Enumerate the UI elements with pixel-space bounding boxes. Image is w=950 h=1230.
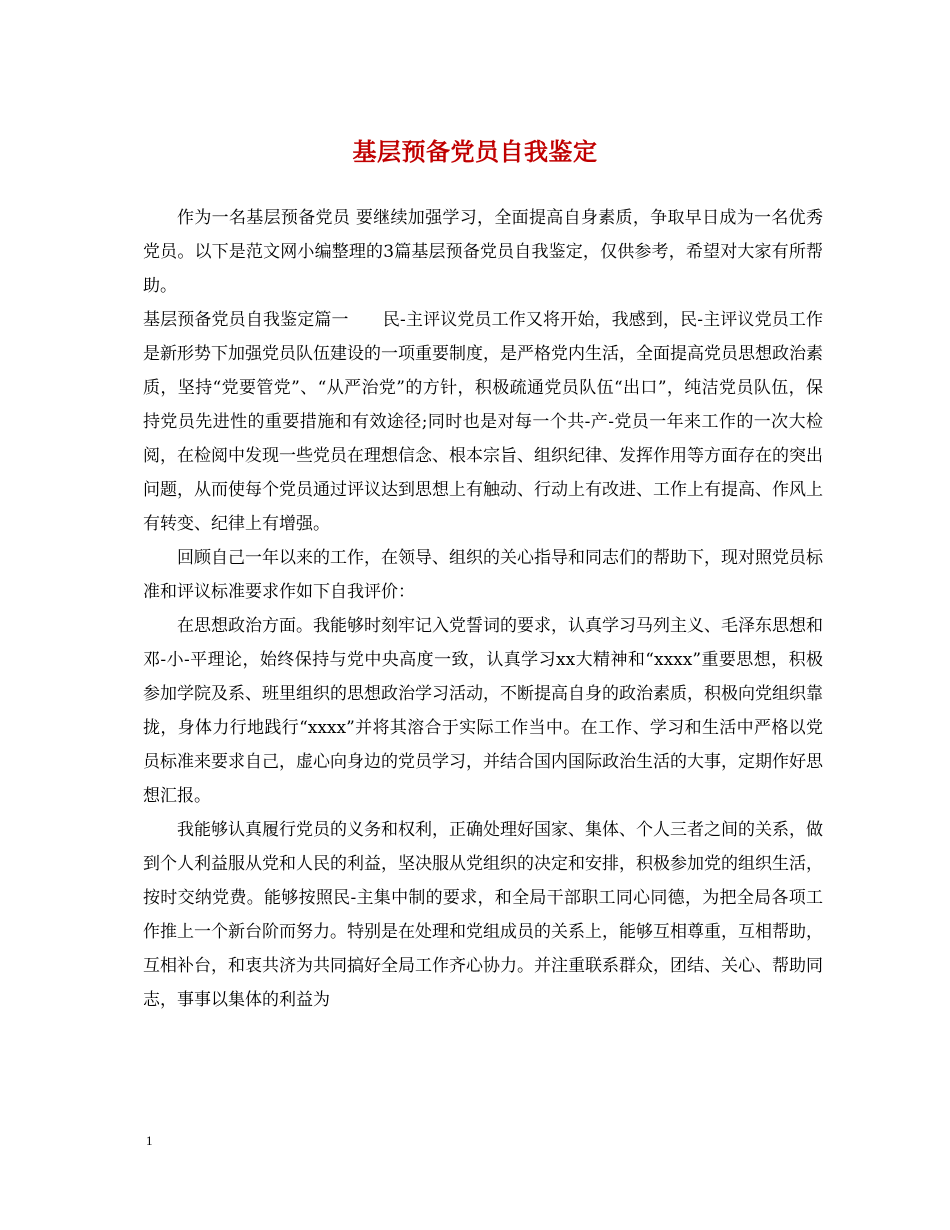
section-one-paragraph: 基层预备党员自我鉴定篇一 民-主评议党员工作又将开始，我感到，民-主评议党员工作是新形势下加强党员队伍建设的一项重要制度，是严格党内生活，全面提高党员思想政治素质，坚持“党要管党”、“从严治党”的方针，积极疏通党员队伍“出口”，纯洁党员队伍，保持党员先进性的重要措施和有效途径;同时也是对每一个共-产-党员一年来工作的一次大检阅，在检阅中发现一些党员在理想信念、根本宗旨、组织纪律、发挥作用等方面存在的突出问题，从而使每个党员通过评议达到思想上有触动、行动上有改进、工作上有提高、作风上有转变、纪律上有增强。 bbox=[143, 310, 823, 534]
document-body bbox=[143, 201, 823, 1017]
duties-paragraph: 我能够认真履行党员的义务和权利，正确处理好国家、集体、个人三者之间的关系，做到个人利益服从党和人民的利益，坚决服从党组织的决定和安排，积极参加党的组织生活，按时交纳党费。能够按照民-主集中制的要求，和全局干部职工同心同德，为把全局各项工作推上一个新台阶而努力。特别是在处理和党组成员的关系上，能够互相尊重，互相帮助，互相补台，和衷共济为共同搞好全局工作齐心协力。并注重联系群众，团结、关心、帮助同志，事事以集体的利益为 bbox=[143, 820, 823, 1010]
page-number: 1 bbox=[146, 1133, 153, 1148]
political-thought-paragraph: 在思想政治方面。我能够时刻牢记入党誓词的要求，认真学习马列主义、毛泽东思想和邓-小-平理论，始终保持与党中央高度一致，认真学习xx大精神和“xxxx”重要思想，积极参加学院及系、班里组织的思想政治学习活动，不断提高自身的政治素质，积极向党组织靠拢，身体力行地践行“xxxx”并将其溶合于实际工作当中。在工作、学习和生活中严格以党员标准来要求自己，虚心向身边的党员学习，并结合国内国际政治生活的大事，定期作好思想汇报。 bbox=[143, 616, 823, 806]
intro-paragraph: 作为一名基层预备党员 要继续加强学习，全面提高自身素质，争取早日成为一名优秀党员。以下是范文网小编整理的3篇基层预备党员自我鉴定，仅供参考，希望对大家有所帮助。 bbox=[143, 208, 823, 296]
document-title: 基层预备党员自我鉴定 bbox=[352, 137, 598, 166]
review-paragraph: 回顾自己一年以来的工作，在领导、组织的关心指导和同志们的帮助下，现对照党员标准和评议标准要求作如下自我评价： bbox=[143, 548, 823, 602]
